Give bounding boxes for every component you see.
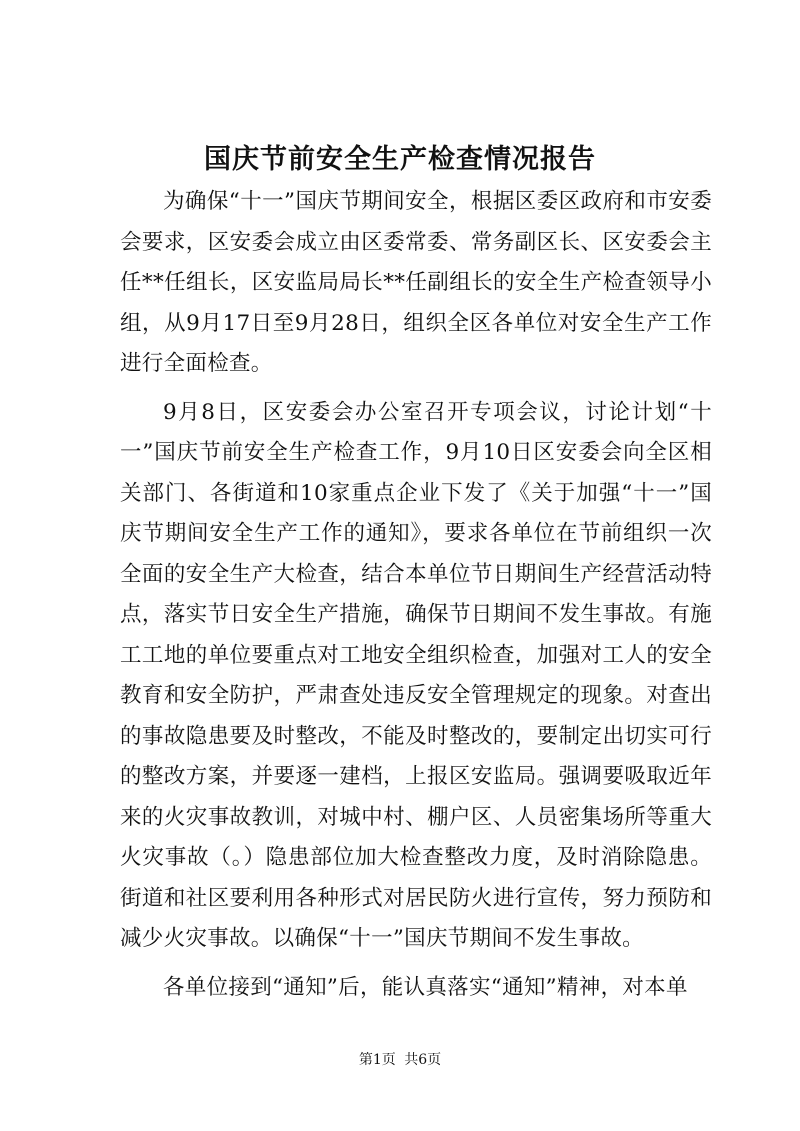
- paragraph-1: 为确保“十一”国庆节期间安全，根据区委区政府和市安委会要求，区安委会成立由区委常委、常务副区长、区安委会主任**任组长，区安监局局长**任副组长的安全生产检查领导小组，从9月17日至9月28日，组织全区各单位对安全生产工作进行全面检查。: [120, 189, 712, 376]
- paragraph-3: 各单位接到“通知”后，能认真落实“通知”精神，对本单: [163, 974, 688, 1000]
- document-title: 国庆节前安全生产检查情况报告: [204, 144, 596, 175]
- page-footer: [0, 1050, 800, 1070]
- paragraph-2: 9月8日，区安委会办公室召开专项会议，讨论计划“十一”国庆节前安全生产检查工作，9月10日区安委会向全区相关部门、各街道和10家重点企业下发了《关于加强“十一”国庆节期间安全生产工作的通知》，要求各单位在节前组织一次全面的安全生产大检查，结合本单位节日期间生产经营活动特点，落实节日安全生产措施，确保节日期间不发生事故。有施工工地的单位要重点对工地安全组织检查，加强对工人的安全教育和安全防护，严肃查处违反安全管理规定的现象。对查出的事故隐患要及时整改，不能及时整改的，要制定出切实可行的整改方案，并要逐一建档，上报区安监局。强调要吸取近年来的火灾事故教训，对城中村、棚户区、人员密集场所等重大火灾事故（。）隐患部位加大检查整改力度，及时消除隐患。街道和社区要利用各种形式对居民防火进行宣传，努力预防和减少火灾事故。以确保“十一”国庆节期间不发生事故。: [120, 399, 712, 951]
- page-total: 共6页: [404, 1052, 442, 1068]
- page-number: 第1页: [358, 1052, 396, 1068]
- document-body: [120, 182, 712, 1016]
